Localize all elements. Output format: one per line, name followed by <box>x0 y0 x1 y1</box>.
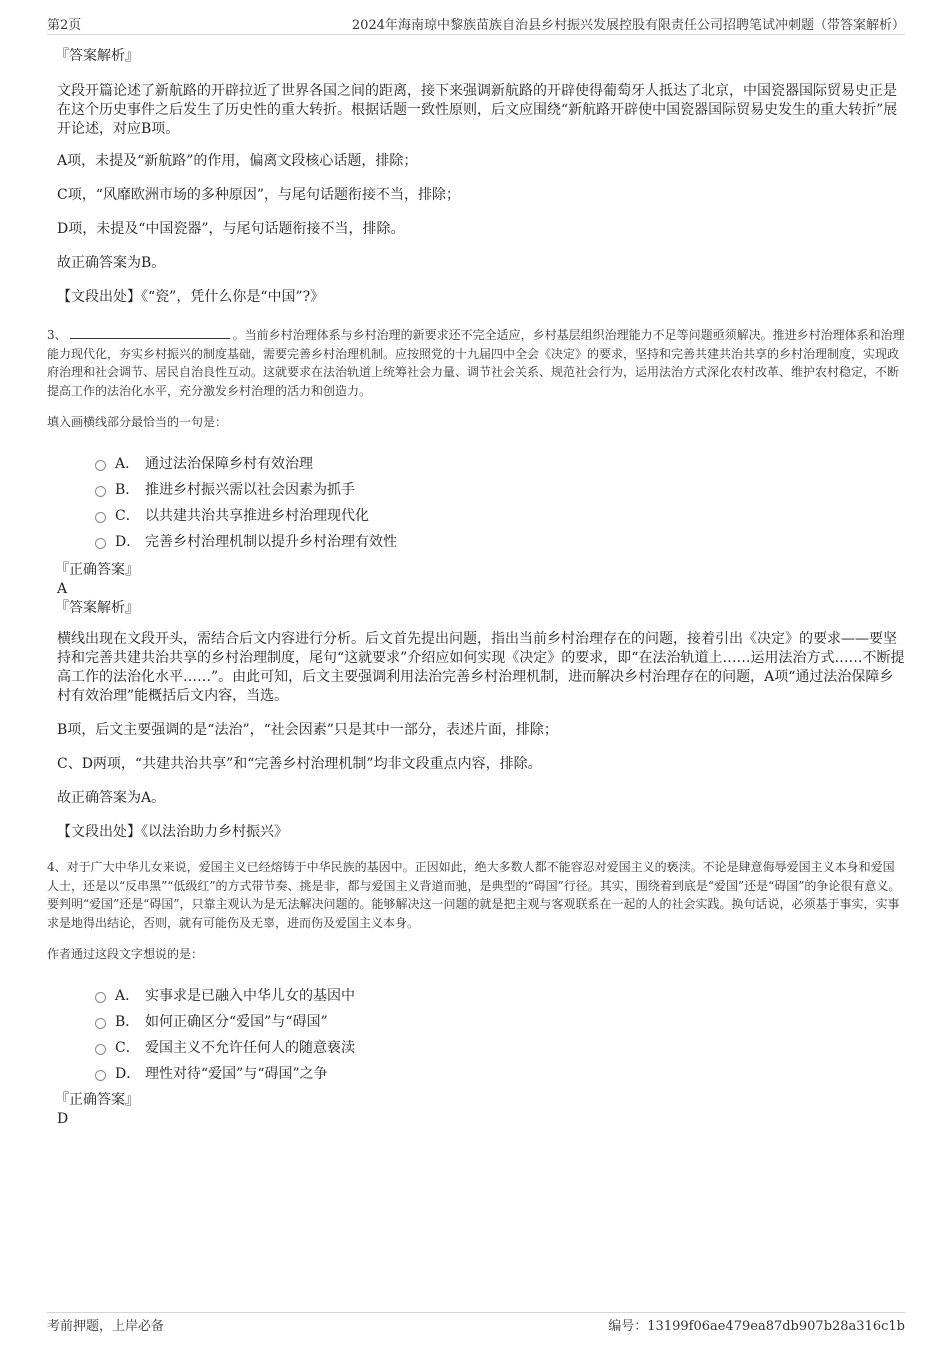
q2-analysis-paragraph: C项，“风靡欧洲市场的多种原因”，与尾句话题衔接不当，排除； <box>57 187 461 203</box>
q2-analysis <box>47 82 905 307</box>
q4-option-a[interactable]: A． 实事求是已融入中华儿女的基因中 <box>95 982 905 1008</box>
radio-icon[interactable] <box>95 1044 106 1055</box>
q3-analysis-paragraph: B项，后文主要强调的是“法治”，“社会因素”只是其中一部分，表述片面，排除； <box>57 722 558 738</box>
q4-options <box>47 982 905 1086</box>
q2-analysis-label: 『答案解析』 <box>55 48 139 64</box>
q2-analysis-paragraph: A项，未提及“新航路”的作用，偏离文段核心话题，排除； <box>57 153 418 169</box>
footer-slogan: 考前押题，上岸必备 <box>47 1319 165 1334</box>
q2-analysis-paragraph: D项，未提及“中国瓷器”，与尾句话题衔接不当，排除。 <box>57 221 405 237</box>
q3-options <box>47 450 905 554</box>
q3-analysis <box>47 630 905 842</box>
q4-stem <box>47 858 905 932</box>
q4-stem-text: 对于广大中华儿女来说，爱国主义已经熔铸于中华民族的基因中。正因如此，绝大多数人都不能容忍对爱国主义的亵渎。不论是肆意侮辱爱国主义本身和爱国人士，还是以“反串黑”“低级红”的方式带节奏、挑是非，都与爱国主义背道而驰，是典型的“碍国”行径。其实，围绕着到底是“爱国”还是“碍国”的争论很有意义。要判明“爱国”还是“碍国”，只靠主观认为是无法解决问题的。能够解决这一问题的就是把主观与客观联系在一起的人的社会实践。换句话说，必须基于事实，实事求是地得出结论，否则，就有可能伤及无辜，进而伤及爱国主义本身。 <box>47 860 901 930</box>
q3-analysis-paragraph: C、D两项，“共建共治共享”和“完善乡村治理机制”均非文段重点内容，排除。 <box>57 756 542 772</box>
radio-icon[interactable] <box>95 460 106 471</box>
document-id: 编号：13199f06ae479ea87db907b28a316c1b <box>608 1319 905 1334</box>
page-header <box>47 14 905 35</box>
page-footer <box>47 1312 905 1333</box>
radio-icon[interactable] <box>95 512 106 523</box>
q2-analysis-paragraph: 文段开篇论述了新航路的开辟拉近了世界各国之间的距离，接下来强调新航路的开辟使得葡萄牙人抵达了北京，中国瓷器国际贸易史正是在这个历史事件之后发生了历史性的重大转折。根据话题一致性原则，后文应围绕“新航路开辟使中国瓷器国际贸易史发生的重大转折”展开论述，对应B项。 <box>57 83 898 137</box>
q3-analysis-paragraph: 横线出现在文段开头，需结合后文内容进行分析。后文首先提出问题，指出当前乡村治理存在的问题，接着引出《决定》的要求——要坚持和完善共建共治共享的乡村治理制度，尾句“这就要求”介绍应如何实现《决定》的要求，即“在法治轨道上……运用法治方式……不断提高工作的法治化水平……”。由此可知，后文主要强调利用法治完善乡村治理机制，进而解决乡村治理存在的问题，A项“通过法治保障乡村有效治理”能概括后文内容，当选。 <box>57 631 905 704</box>
q3-correct-label: 『正确答案』 <box>55 562 139 578</box>
q4-number: 4、 <box>47 860 67 874</box>
q3-blank <box>70 325 230 339</box>
radio-icon[interactable] <box>95 992 106 1003</box>
page-number: 第2页 <box>47 18 82 33</box>
document-title: 2024年海南琼中黎族苗族自治县乡村振兴发展控股有限责任公司招聘笔试冲刺题（带答案解析） <box>351 18 905 33</box>
q4-correct-label: 『正确答案』 <box>55 1092 139 1108</box>
q3-correct-answer: A <box>57 581 68 597</box>
q2-answer-line: 故正确答案为B。 <box>57 255 166 271</box>
q3-stem-text: 。当前乡村治理体系与乡村治理的新要求还不完全适应，乡村基层组织治理能力不足等问题亟须解决。推进乡村治理体系和治理能力现代化，夯实乡村振兴的制度基础，需要完善乡村治理机制。应按照党的十九届四中全会《决定》的要求，坚持和完善共建共治共享的乡村治理制度，实现政府治理和社会调节、居民自治良性互动。这就要求在法治轨道上统筹社会力量、调节社会关系、规范社会行为，运用法治方式深化农村改革、维护农村稳定，不断提高工作的法治化水平，充分激发乡村治理的活力和创造力。 <box>47 328 905 398</box>
q3-stem <box>47 325 905 400</box>
q4-option-b[interactable]: B． 如何正确区分“爱国”与“碍国” <box>95 1008 905 1034</box>
q3-option-c[interactable]: C． 以共建共治共享推进乡村治理现代化 <box>95 502 905 528</box>
q4-prompt: 作者通过这段文字想说的是： <box>47 947 204 961</box>
q3-source: 【文段出处】《以法治助力乡村振兴》 <box>57 824 288 840</box>
radio-icon[interactable] <box>95 1018 106 1029</box>
radio-icon[interactable] <box>95 486 106 497</box>
radio-icon[interactable] <box>95 538 106 549</box>
q4-option-d[interactable]: D． 理性对待“爱国”与“碍国”之争 <box>95 1060 905 1086</box>
q3-option-d[interactable]: D． 完善乡村治理机制以提升乡村治理有效性 <box>95 528 905 554</box>
q3-prompt: 填入画横线部分最恰当的一句是： <box>47 415 228 429</box>
q3-number: 3、 <box>47 328 67 342</box>
q2-source: 【文段出处】《“瓷”，凭什么你是“中国”?》 <box>57 289 325 305</box>
page-content <box>47 46 905 1128</box>
q3-option-a[interactable]: A． 通过法治保障乡村有效治理 <box>95 450 905 476</box>
q4-correct-answer: D <box>57 1111 69 1127</box>
q3-answer-line: 故正确答案为A。 <box>57 790 166 806</box>
q3-analysis-label: 『答案解析』 <box>55 600 139 616</box>
radio-icon[interactable] <box>95 1070 106 1081</box>
q3-option-b[interactable]: B． 推进乡村振兴需以社会因素为抓手 <box>95 476 905 502</box>
q4-option-c[interactable]: C． 爱国主义不允许任何人的随意亵渎 <box>95 1034 905 1060</box>
